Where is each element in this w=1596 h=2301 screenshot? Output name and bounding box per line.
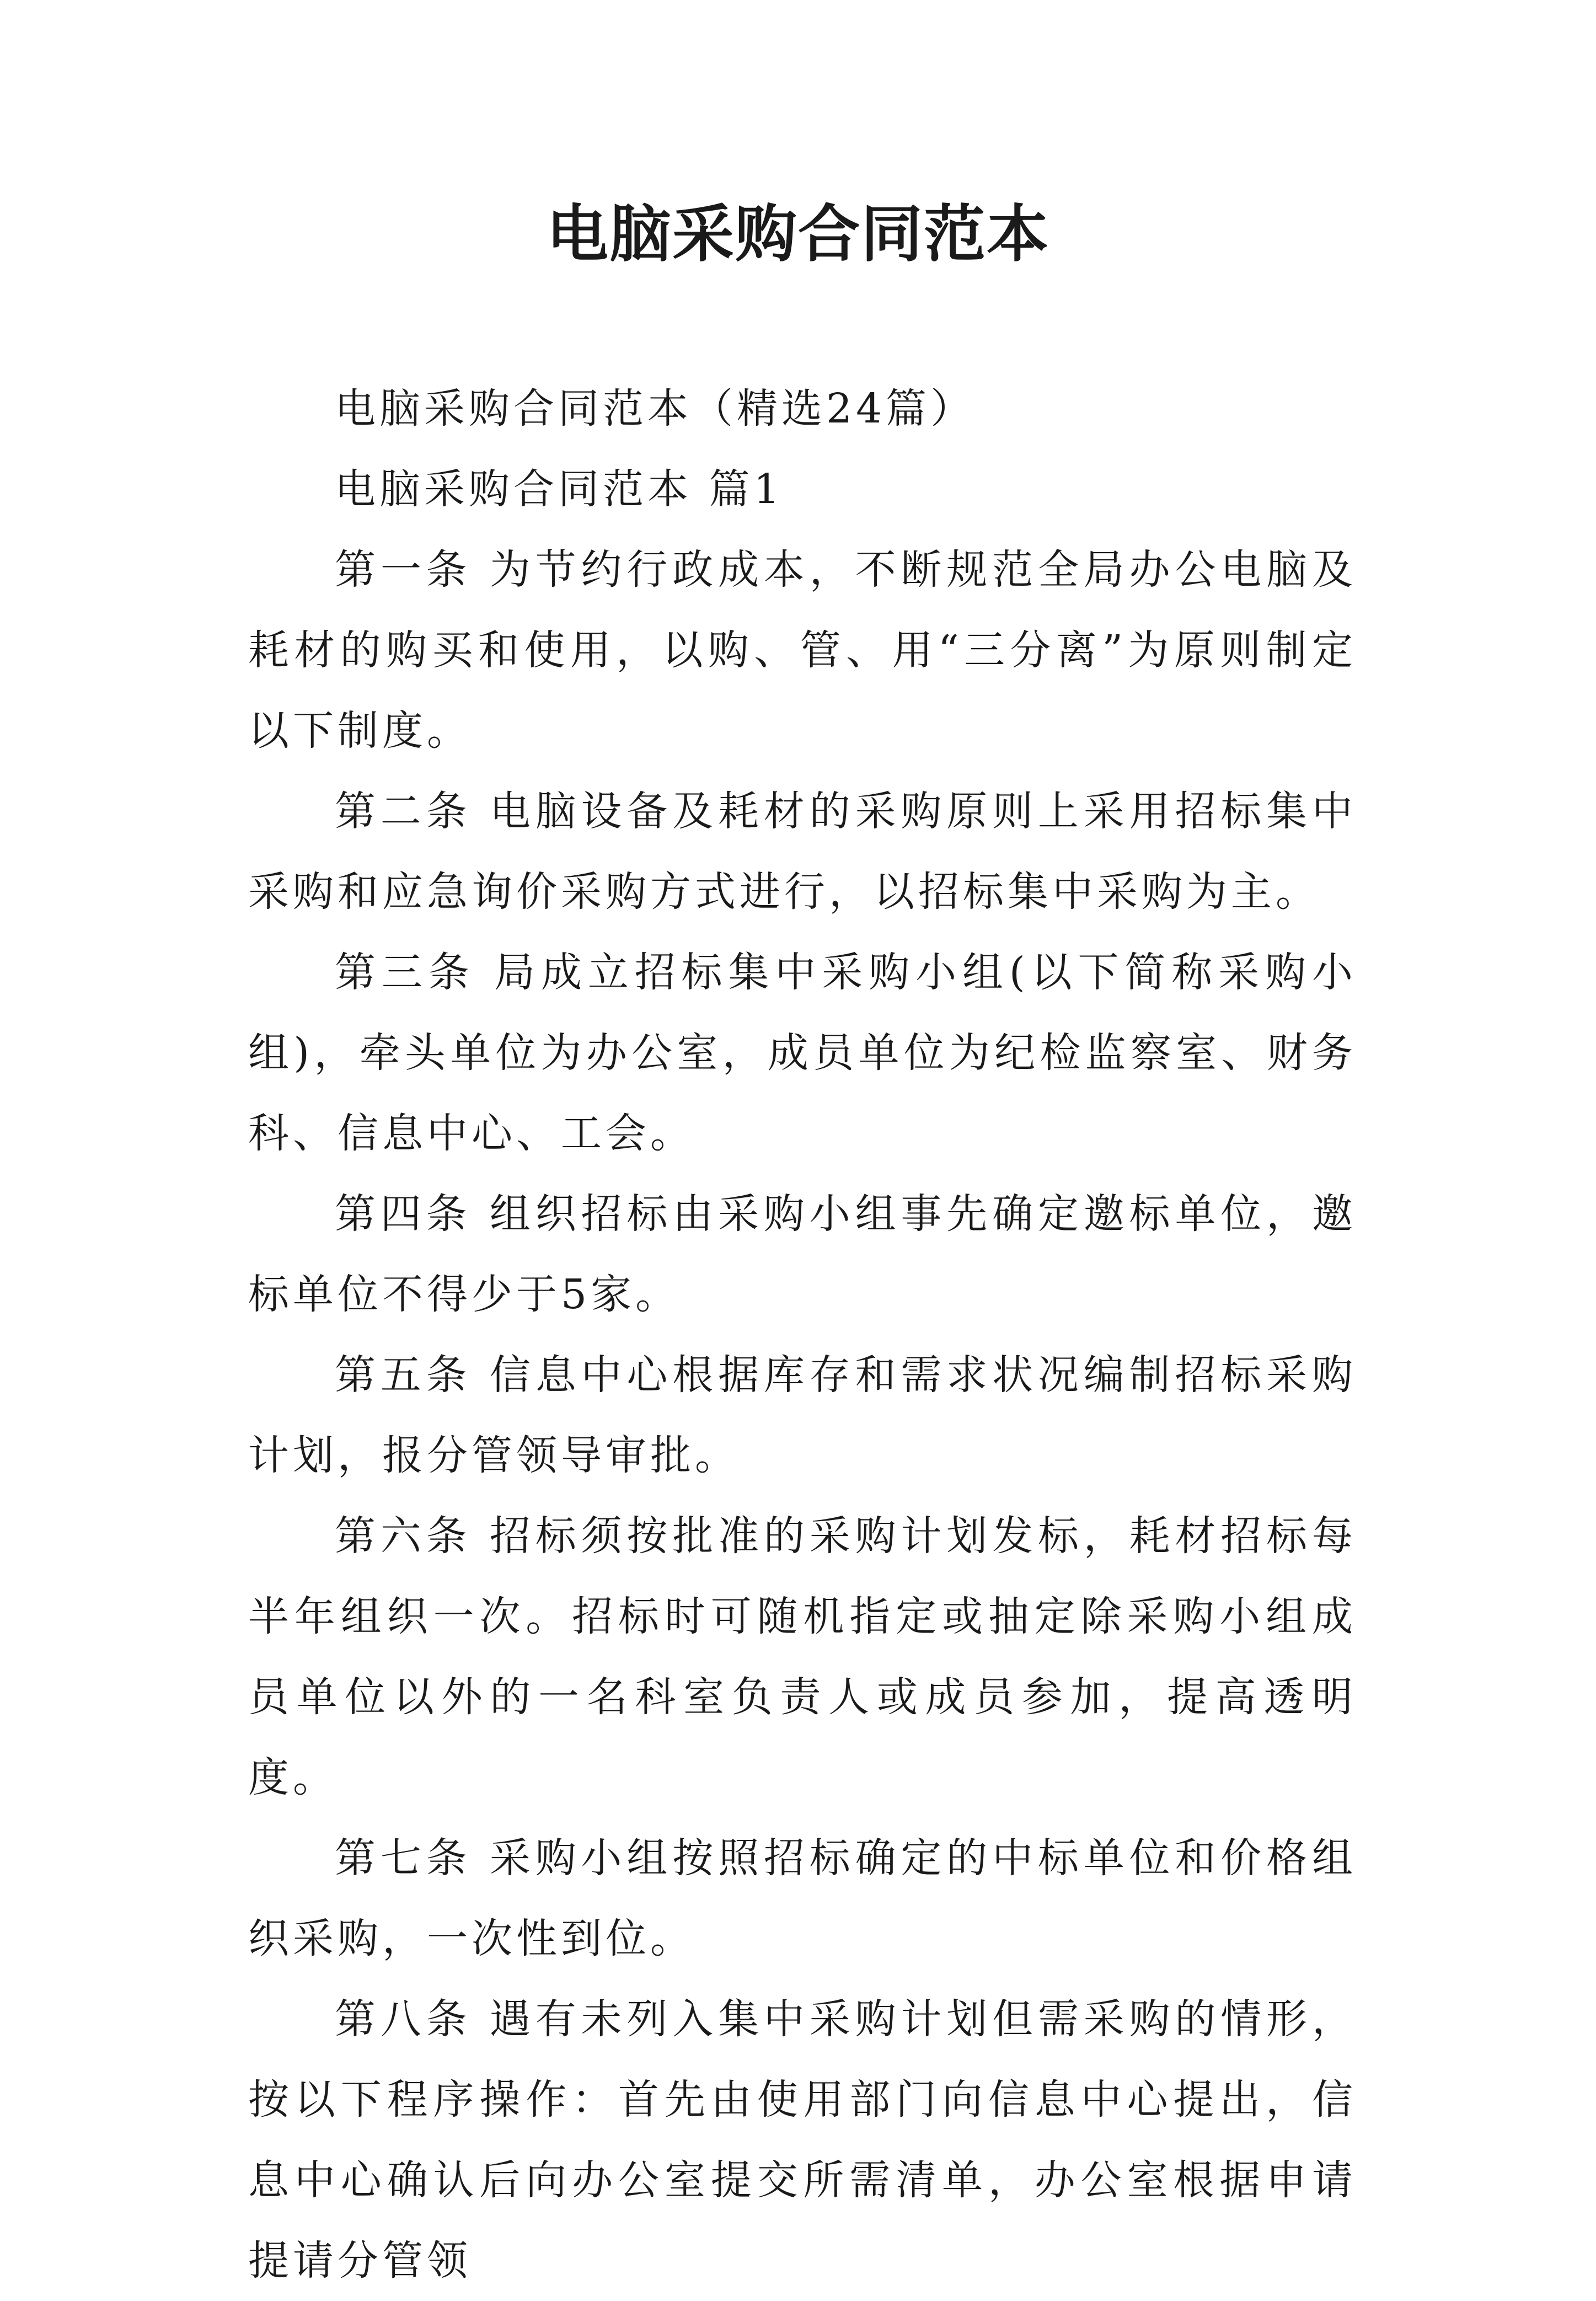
- document-title: 电脑采购合同范本: [547, 198, 1049, 270]
- paragraph-article-8: 第八条 遇有未列入集中采购计划但需采购的情形，按以下程序操作：首先由使用部门向信息中心提出，信息中心确认后向办公室提交所需清单，办公室根据申请提请分管领: [248, 1995, 1357, 2284]
- paragraph-article-3: 第三条 局成立招标集中采购小组(以下简称采购小组)，牵头单位为办公室，成员单位为纪检监察室、财务科、信息中心、工会。: [248, 949, 1357, 1157]
- paragraph-article-6: 第六条 招标须按批准的采购计划发标，耗材招标每半年组织一次。招标时可随机指定或抽定除采购小组成员单位以外的一名科室负责人或成员参加，提高透明度。: [248, 1512, 1357, 1801]
- paragraph-article-7: 第七条 采购小组按照招标确定的中标单位和价格组织采购，一次性到位。: [248, 1834, 1357, 1962]
- paragraph-article-1: 第一条 为节约行政成本，不断规范全局办公电脑及耗材的购买和使用，以购、管、用“三分离”为原则制定以下制度。: [248, 546, 1357, 754]
- paragraph-article-2: 第二条 电脑设备及耗材的采购原则上采用招标集中采购和应急询价采购方式进行，以招标集中采购为主。: [248, 788, 1357, 916]
- paragraph-article-5: 第五条 信息中心根据库存和需求状况编制招标采购计划，报分管领导审批。: [248, 1351, 1357, 1479]
- paragraph-article-4: 第四条 组织招标由采购小组事先确定邀标单位，邀标单位不得少于5家。: [248, 1190, 1357, 1318]
- document-body: [248, 368, 1357, 2301]
- paragraph-subtitle: 电脑采购合同范本（精选24篇）: [335, 385, 976, 432]
- paragraph-section-heading: 电脑采购合同范本 篇1: [335, 465, 784, 513]
